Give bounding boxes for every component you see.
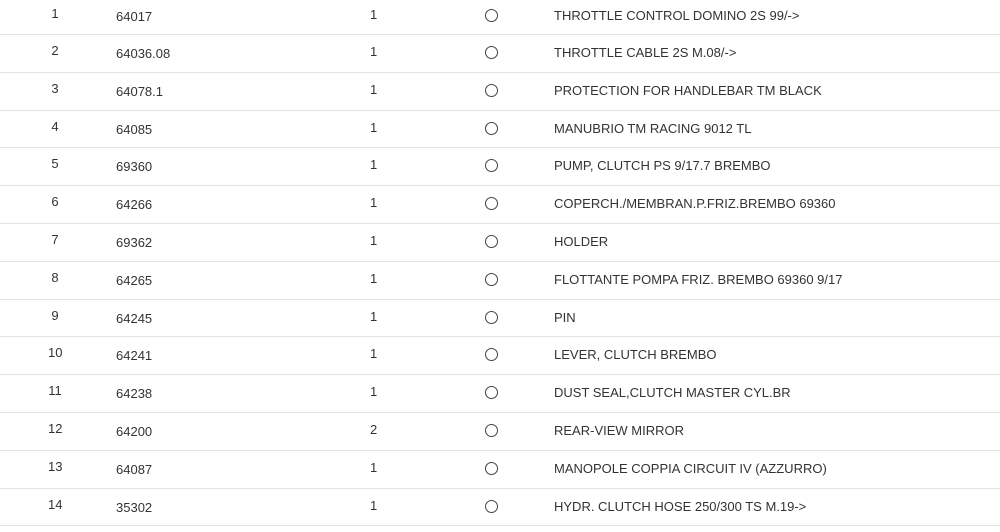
row-index: 4	[51, 118, 59, 134]
table-row	[0, 0, 1000, 35]
part-description: DUST SEAL,CLUTCH MASTER CYL.BR	[554, 385, 791, 401]
table-row	[0, 148, 1000, 186]
part-description: PUMP, CLUTCH PS 9/17.7 BREMBO	[554, 158, 771, 174]
radio-circle-icon[interactable]	[485, 386, 498, 399]
part-description: PIN	[554, 309, 576, 325]
part-description: REAR-VIEW MIRROR	[554, 422, 684, 438]
radio-circle-icon[interactable]	[485, 159, 498, 172]
part-code: 64087	[116, 461, 153, 477]
row-index: 10	[48, 345, 63, 361]
table-row	[0, 451, 1000, 489]
table-row	[0, 224, 1000, 262]
table-row	[0, 489, 1000, 527]
part-quantity: 1	[370, 270, 378, 286]
radio-circle-icon[interactable]	[485, 235, 498, 248]
row-index: 6	[51, 194, 59, 210]
row-index: 7	[51, 231, 59, 247]
table-row	[0, 262, 1000, 300]
part-quantity: 1	[370, 232, 378, 248]
radio-circle-icon[interactable]	[485, 9, 498, 22]
select-cell	[485, 197, 498, 210]
part-description: THROTTLE CABLE 2S M.08/->	[554, 45, 737, 60]
table-row	[0, 300, 1000, 338]
select-cell	[485, 46, 498, 59]
part-description: PROTECTION FOR HANDLEBAR TM BLACK	[554, 82, 822, 98]
table-row	[0, 413, 1000, 451]
select-cell	[485, 386, 498, 399]
select-cell	[485, 500, 498, 513]
part-quantity: 1	[370, 384, 378, 400]
radio-circle-icon[interactable]	[485, 311, 498, 324]
part-code: 64266	[116, 197, 153, 213]
radio-circle-icon[interactable]	[485, 462, 498, 475]
part-quantity: 1	[370, 195, 378, 211]
radio-circle-icon[interactable]	[485, 197, 498, 210]
table-row	[0, 111, 1000, 149]
part-description: FLOTTANTE POMPA FRIZ. BREMBO 69360 9/17	[554, 271, 843, 287]
part-quantity: 1	[370, 346, 378, 362]
row-index: 2	[51, 43, 59, 58]
part-quantity: 1	[370, 81, 378, 97]
part-description: MANUBRIO TM RACING 9012 TL	[554, 120, 752, 136]
select-cell	[485, 348, 498, 361]
row-index: 11	[48, 383, 62, 399]
table-row	[0, 186, 1000, 224]
part-code: 64085	[116, 121, 153, 137]
part-code: 64200	[116, 423, 153, 439]
row-index: 8	[51, 269, 59, 285]
part-description: HOLDER	[554, 233, 609, 249]
table-row	[0, 73, 1000, 111]
row-index: 3	[51, 80, 59, 96]
part-code: 64036.08	[116, 46, 171, 61]
part-description: COPERCH./MEMBRAN.P.FRIZ.BREMBO 69360	[554, 196, 836, 212]
part-code: 64265	[116, 272, 153, 288]
select-cell	[485, 9, 498, 22]
part-quantity: 1	[370, 119, 378, 135]
radio-circle-icon[interactable]	[485, 348, 498, 361]
part-description: THROTTLE CONTROL DOMINO 2S 99/->	[554, 8, 800, 23]
select-cell	[485, 122, 498, 135]
radio-circle-icon[interactable]	[485, 122, 498, 135]
part-quantity: 2	[370, 421, 378, 437]
row-index: 1	[51, 6, 59, 21]
radio-circle-icon[interactable]	[485, 84, 498, 97]
part-code: 35302	[116, 499, 153, 515]
radio-circle-icon[interactable]	[485, 500, 498, 513]
row-index: 13	[48, 458, 63, 474]
radio-circle-icon[interactable]	[485, 273, 498, 286]
row-index: 12	[48, 420, 63, 436]
select-cell	[485, 424, 498, 437]
part-quantity: 1	[370, 157, 378, 173]
part-quantity: 1	[370, 7, 378, 22]
radio-circle-icon[interactable]	[485, 424, 498, 437]
part-code: 64241	[116, 348, 153, 364]
table-row	[0, 375, 1000, 413]
row-index: 14	[48, 496, 63, 512]
part-code: 64017	[116, 9, 153, 24]
part-code: 64078.1	[116, 83, 163, 99]
part-quantity: 1	[370, 44, 378, 59]
part-description: LEVER, CLUTCH BREMBO	[554, 347, 717, 363]
select-cell	[485, 159, 498, 172]
select-cell	[485, 273, 498, 286]
row-index: 5	[51, 156, 59, 172]
radio-circle-icon[interactable]	[485, 46, 498, 59]
part-description: MANOPOLE COPPIA CIRCUIT IV (AZZURRO)	[554, 460, 827, 476]
part-code: 69360	[116, 159, 153, 175]
row-index: 9	[51, 307, 59, 323]
part-quantity: 1	[370, 308, 378, 324]
part-description: HYDR. CLUTCH HOSE 250/300 TS M.19->	[554, 498, 807, 514]
part-code: 64245	[116, 310, 153, 326]
part-quantity: 1	[370, 497, 378, 513]
part-quantity: 1	[370, 459, 378, 475]
table-row	[0, 35, 1000, 73]
select-cell	[485, 311, 498, 324]
select-cell	[485, 462, 498, 475]
part-code: 64238	[116, 386, 153, 402]
table-row	[0, 337, 1000, 375]
part-code: 69362	[116, 234, 153, 250]
select-cell	[485, 235, 498, 248]
select-cell	[485, 84, 498, 97]
